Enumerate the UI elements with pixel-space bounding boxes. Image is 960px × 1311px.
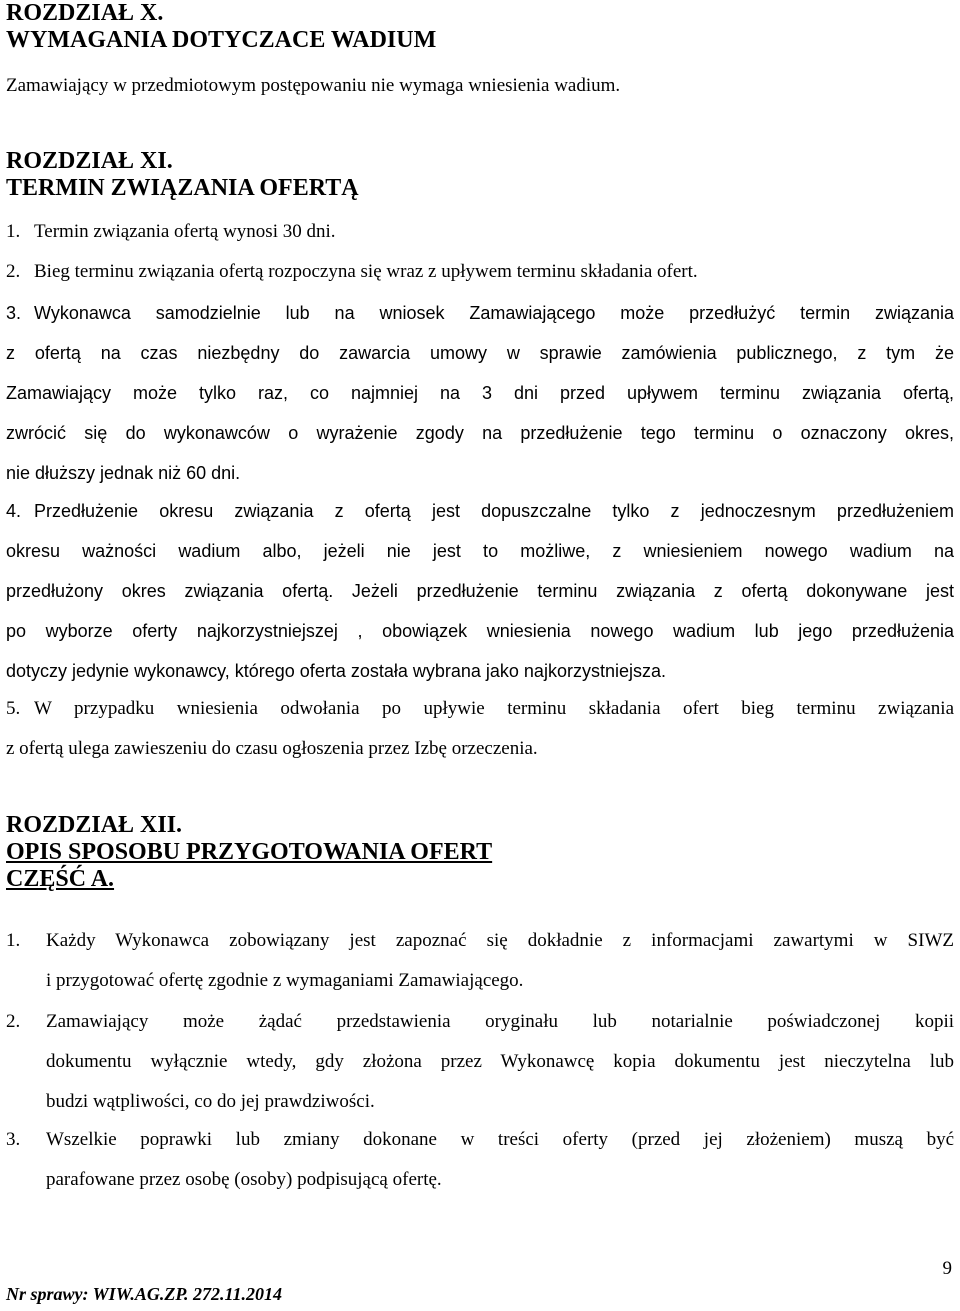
item-number: 1. — [6, 930, 21, 951]
item-line — [6, 921, 954, 961]
part-title: CZĘŚĆ A. — [6, 866, 115, 892]
item-line: z ofertą ulega zawieszeniu do czasu ogłoszenia przez Izbę orzeczenia. — [6, 738, 538, 759]
case-number: Nr sprawy: WIW.AG.ZP. 272.11.2014 — [6, 1284, 283, 1304]
section-12-heading — [6, 812, 954, 893]
chapter-subtitle: TERMIN ZWIĄZANIA OFERTĄ — [6, 175, 359, 201]
item-line: przedłużony okres związania ofertą. Jeżeli przedłużenie terminu związania z ofertą dokonywane jest — [6, 581, 954, 601]
s11-item-1 — [6, 222, 954, 242]
item-line — [6, 1120, 954, 1160]
item-text: W przypadku wniesienia odwołania po upływie terminu składania ofert bieg terminu związania — [34, 698, 954, 719]
item-number: 3. — [6, 303, 22, 323]
item-text: Bieg terminu związania ofertą rozpoczyna się wraz z upływem terminu składania ofert. — [34, 261, 698, 282]
item-text: Wszelkie poprawki lub zmiany dokonane w treści oferty (przed jej złożeniem) muszą być — [46, 1129, 954, 1150]
item-line: dotyczy jedynie wykonawcy, którego oferta została wybrana jako najkorzystniejsza. — [6, 661, 666, 681]
item-text: Każdy Wykonawca zobowiązany jest zapoznać się dokładnie z informacjami zawartymi w SIWZ — [46, 930, 954, 951]
item-line: z ofertą na czas niezbędny do zawarcia umowy w sprawie zamówienia publicznego, z tym że — [6, 343, 954, 363]
s11-item-2 — [6, 262, 954, 282]
item-text: Zamawiający może żądać przedstawienia oryginału lub notarialnie poświadczonej kopii — [46, 1011, 954, 1032]
item-line: budzi wątpliwości, co do jej prawdziwości. — [46, 1091, 375, 1112]
item-number: 5. — [6, 698, 21, 719]
item-line — [6, 491, 954, 531]
item-number: 2. — [6, 1011, 21, 1032]
item-line — [6, 689, 954, 729]
s11-item-4 — [6, 491, 954, 691]
item-line: Zamawiający może tylko raz, co najmniej na 3 dni przed upływem terminu związania ofertą, — [6, 383, 954, 403]
s11-item-3 — [6, 293, 954, 493]
item-line: dokumentu wyłącznie wtedy, gdy złożona przez Wykonawcę kopia dokumentu jest nieczytelna lub — [46, 1051, 954, 1072]
item-line: parafowane przez osobę (osoby) podpisującą ofertę. — [46, 1169, 442, 1190]
item-number: 1. — [6, 221, 21, 242]
item-line — [6, 293, 954, 333]
s12-item-1 — [6, 921, 954, 1001]
chapter-subtitle: WYMAGANIA DOTYCZACE WADIUM — [6, 27, 437, 53]
chapter-title: ROZDZIAŁ XII. — [6, 812, 183, 838]
item-number: 4. — [6, 501, 22, 521]
page-number: 9 — [942, 1258, 952, 1279]
chapter-title: ROZDZIAŁ X. — [6, 0, 164, 26]
item-text: Przedłużenie okresu związania z ofertą jest dopuszczalne tylko z jednoczesnym przedłużeniem — [34, 501, 954, 521]
section-10-heading — [6, 0, 954, 54]
item-line — [6, 1002, 954, 1042]
item-number: 3. — [6, 1129, 21, 1150]
s12-item-2 — [6, 1002, 954, 1122]
section-10-text: Zamawiający w przedmiotowym postępowaniu nie wymaga wniesienia wadium. — [6, 75, 621, 96]
item-line: i przygotować ofertę zgodnie z wymaganiami Zamawiającego. — [46, 970, 524, 991]
chapter-subtitle: OPIS SPOSOBU PRZYGOTOWANIA OFERT — [6, 839, 493, 865]
item-text: Termin związania ofertą wynosi 30 dni. — [34, 221, 336, 242]
item-number: 2. — [6, 261, 21, 282]
s11-item-5 — [6, 689, 954, 769]
section-11-heading — [6, 148, 954, 202]
item-line: zwrócić się do wykonawców o wyrażenie zgody na przedłużenie tego terminu o oznaczony okres, — [6, 423, 954, 443]
chapter-title: ROZDZIAŁ XI. — [6, 148, 173, 174]
item-line: nie dłuższy jednak niż 60 dni. — [6, 463, 241, 483]
item-line: po wyborze oferty najkorzystniejszej , obowiązek wniesienia nowego wadium lub jego przedłużenia — [6, 621, 954, 641]
item-line: okresu ważności wadium albo, jeżeli nie jest to możliwe, z wniesieniem nowego wadium na — [6, 541, 954, 561]
item-text: Wykonawca samodzielnie lub na wniosek Zamawiającego może przedłużyć termin związania — [34, 303, 954, 323]
s12-item-3 — [6, 1120, 954, 1200]
